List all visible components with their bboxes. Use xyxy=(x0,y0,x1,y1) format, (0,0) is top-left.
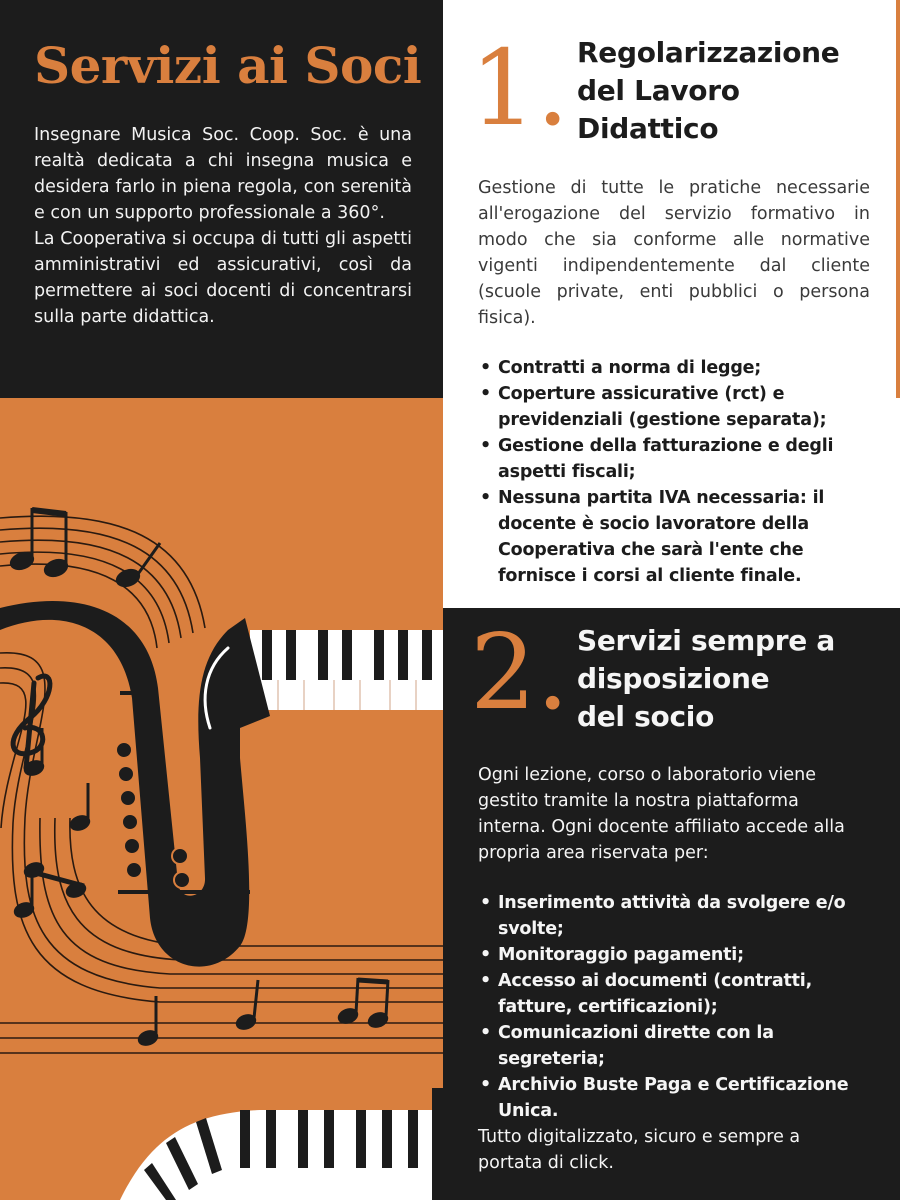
section1-description: Gestione di tutte le pratiche necessarie all'erogazione del servizio formativo in modo che sia conforme alle normative vigenti indipendentemente dal cliente (scuole private, enti pubblici o persona fisica). xyxy=(478,178,870,328)
section1-bullet: • Contratti a norma di legge; xyxy=(478,355,880,381)
section1-bullet: • Gestione della fatturazione e degli aspetti fiscali; xyxy=(478,433,880,485)
section1-title xyxy=(577,34,839,148)
section2-title-line-3: del socio xyxy=(577,700,715,733)
intro-paragraph-1: Insegnare Musica Soc. Coop. Soc. è una realtà dedicata a chi insegna musica e desidera farlo in piena regola, con serenità e con un supporto professionale a 360°. xyxy=(34,125,412,223)
section2-bullet: • Monitoraggio pagamenti; xyxy=(478,942,880,968)
intro-text xyxy=(34,122,412,330)
section2-title xyxy=(577,622,835,736)
page-title: Servizi ai Soci xyxy=(34,36,422,95)
section2-number: 2. xyxy=(470,611,570,733)
section2-bullet: • Inserimento attività da svolgere e/o svolte; xyxy=(478,890,880,942)
section1-title-line-1: Regolarizzazione xyxy=(577,36,840,69)
music-note-icon xyxy=(8,508,390,1048)
music-illustration xyxy=(0,398,443,1200)
illustration-svg xyxy=(0,398,443,1200)
section2-title-line-1: Servizi sempre a xyxy=(577,624,835,657)
section1-bullet: • Coperture assicurative (rct) e previdenziali (gestione separata); xyxy=(478,381,880,433)
section1-bullet-list xyxy=(478,355,880,589)
intro-paragraph-2: La Cooperativa si occupa di tutti gli aspetti amministrativi ed assicurativi, così da permettere ai soci docenti di concentrarsi sulla parte didattica. xyxy=(34,229,412,327)
section2-footer: Tutto digitalizzato, sicuro e sempre a portata di click. xyxy=(478,1127,801,1173)
piano-keys-icon xyxy=(250,630,443,710)
saxophone-icon xyxy=(0,601,270,967)
piano-keys-curve xyxy=(120,1088,443,1200)
section2-bullet: • Comunicazioni dirette con la segreteria; xyxy=(478,1020,880,1072)
section2-title-line-2: disposizione xyxy=(577,662,770,695)
section2-bullet: • Archivio Buste Paga e Certificazione Unica. xyxy=(478,1072,880,1124)
section2-bullet-list xyxy=(478,890,880,1124)
section2-bullet: • Accesso ai documenti (contratti, fatture, certificazioni); xyxy=(478,968,880,1020)
section1-title-line-2: del Lavoro xyxy=(577,74,740,107)
section1-number: 1. xyxy=(470,27,570,149)
section1-bullet: • Nessuna partita IVA necessaria: il docente è socio lavoratore della Cooperativa che sarà l'ente che fornisce i corsi al cliente finale. xyxy=(478,485,880,589)
section1-title-line-3: Didattico xyxy=(577,112,719,145)
section2-description: Ogni lezione, corso o laboratorio viene gestito tramite la nostra piattaforma interna. Ogni docente affiliato accede alla propria area riservata per: xyxy=(478,765,845,863)
accent-strip xyxy=(896,0,900,398)
